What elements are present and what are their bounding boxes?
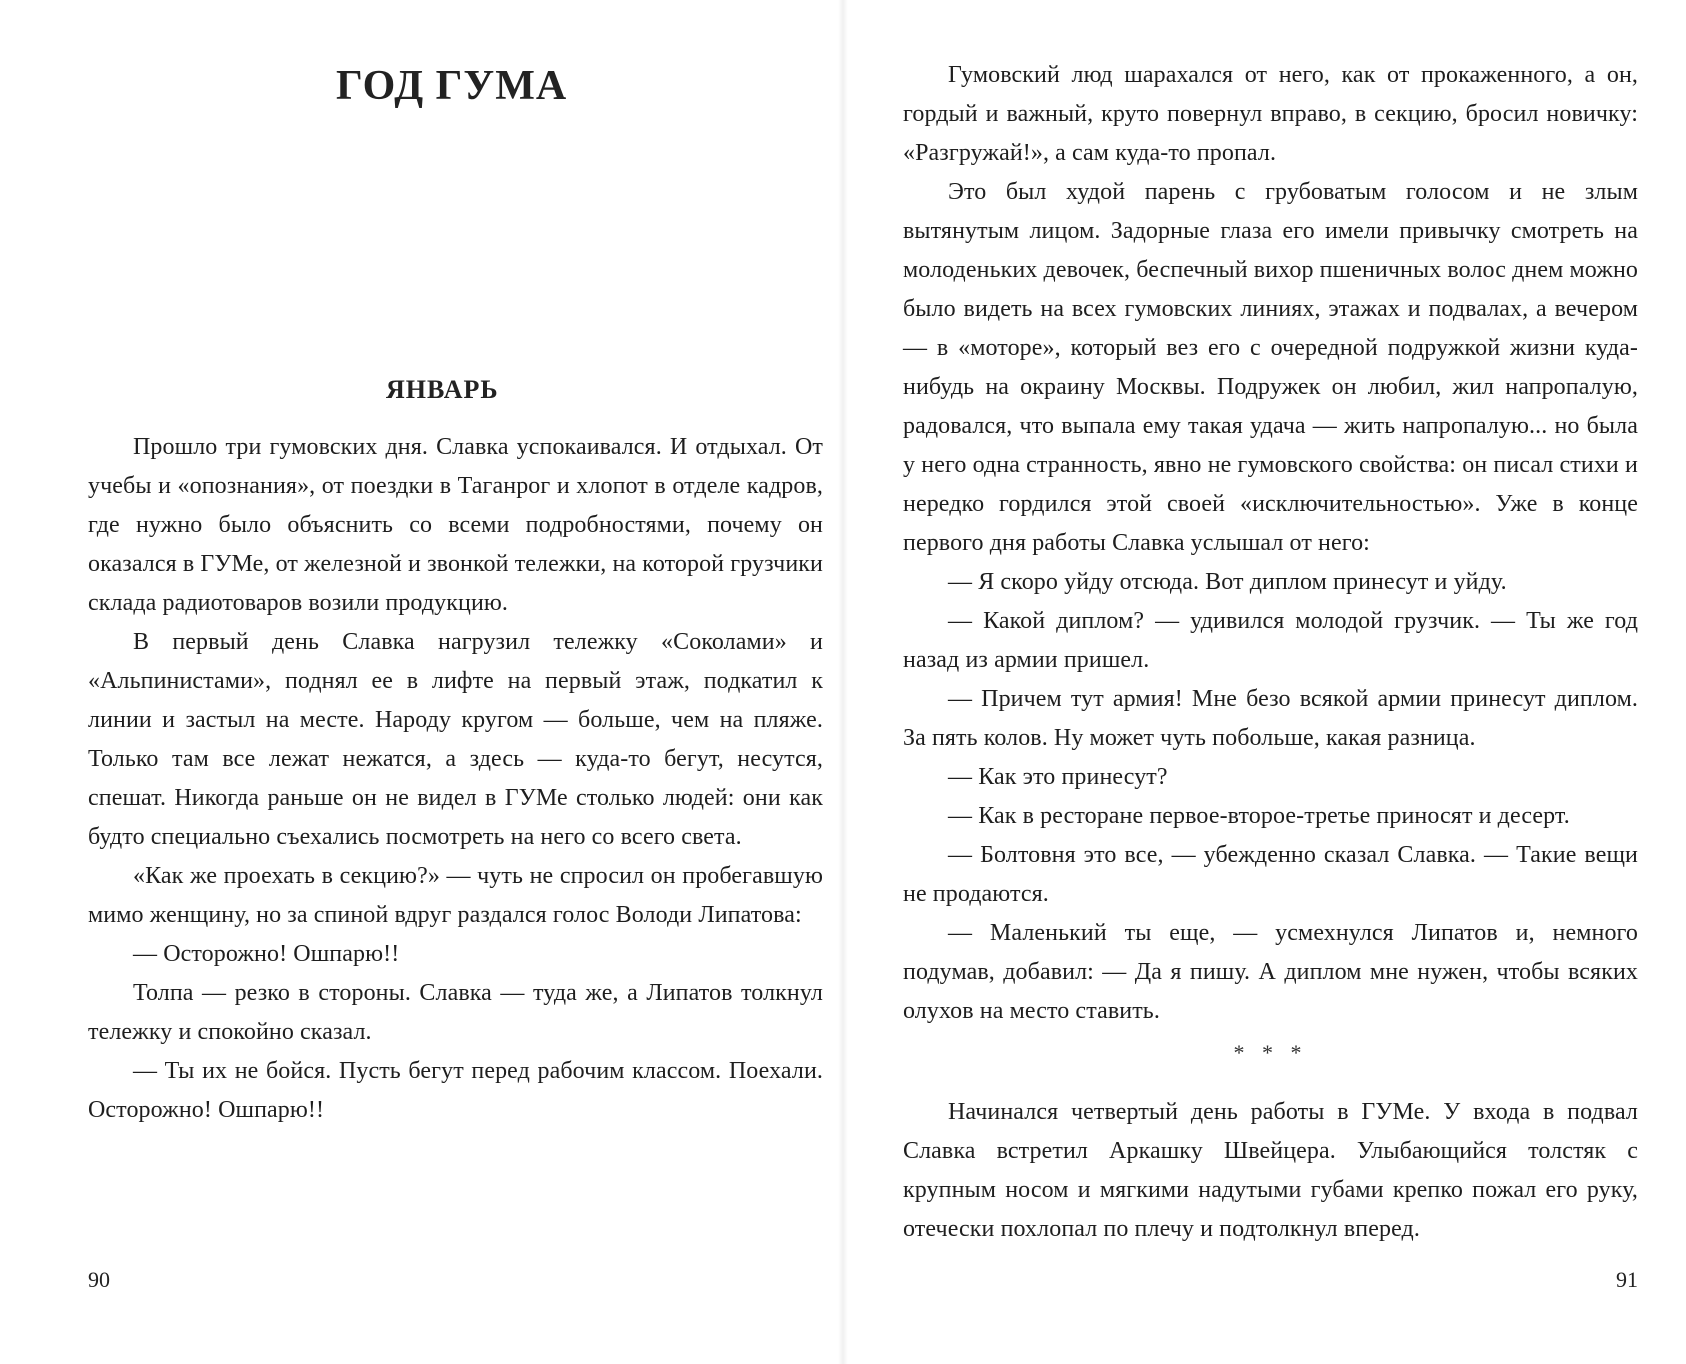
- section-title: ЯНВАРЬ: [386, 375, 499, 404]
- chapter-title: ГОД ГУМА: [336, 63, 568, 109]
- paragraph: — Я скоро уйду отсюда. Вот диплом принесут и уйду.: [948, 569, 1507, 595]
- right-page: [843, 0, 1686, 1364]
- paragraph: — Как это принесут?: [948, 764, 1168, 790]
- paragraph: В первый день Славка нагрузил тележку «Соколами» и «Альпинистами», поднял ее в лифте на первый этаж, подкатил к линии и застыл на месте. Народу кругом — больше, чем на пляже. Только там все лежат нежатся, а здесь — куда-то бегут, несутся, спешат. Никогда раньше он не видел в ГУМе столько людей: они как будто специально съехались посмотреть на него со всего света.: [88, 629, 823, 850]
- paragraph: Прошло три гумовских дня. Славка успокаивался. И отдыхал. От учебы и «опознания», от поездки в Таганрог и хлопот в отделе кадров, где нужно было объяснить со всеми подробностями, почему он оказался в ГУМе, от железной и звонкой тележки, на которой грузчики склада радиотоваров возили продукцию.: [88, 434, 823, 616]
- paragraph: — Какой диплом? — удивился молодой грузчик. — Ты же год назад из армии пришел.: [903, 608, 1638, 673]
- section-separator: * * *: [1233, 1040, 1308, 1065]
- right-page-text-after-separator: [903, 1093, 1638, 1249]
- paragraph: — Осторожно! Ошпарю!!: [133, 941, 400, 967]
- paragraph: Это был худой парень с грубоватым голосом и не злым вытянутым лицом. Задорные глаза его имели привычку смотреть на молоденьких девочек, беспечный вихор пшеничных волос днем можно было видеть на всех гумовских линиях, этажах и подвалах, а вечером — в «моторе», который вез его с очередной подружкой жизни куда-нибудь на окраину Москвы. Подружек он любил, жил напропалую, радовался, что выпала ему такая удача — жить напропалую... но была у него одна странность, явно не гумовского свойства: он писал стихи и нередко гордился этой своей «исключительностью». Уже в конце первого дня работы Славка услышал от него:: [903, 179, 1638, 556]
- paragraph: — Ты их не бойся. Пусть бегут перед рабочим классом. Поехали. Осторожно! Ошпарю!!: [88, 1058, 823, 1123]
- paragraph: Толпа — резко в стороны. Славка — туда же, а Липатов толкнул тележку и спокойно сказал.: [88, 980, 823, 1045]
- paragraph: — Болтовня это все, — убежденно сказал Славка. — Такие вещи не продаются.: [903, 842, 1638, 907]
- paragraph: — Как в ресторане первое-второе-третье приносят и десерт.: [948, 803, 1570, 829]
- paragraph: Начинался четвертый день работы в ГУМе. У входа в подвал Славка встретил Аркашку Швейцера. Улыбающийся толстяк с крупным носом и мягкими надутыми губами крепко пожал его руку, отечески похлопал по плечу и подтолкнул вперед.: [903, 1099, 1638, 1242]
- paragraph: — Причем тут армия! Мне безо всякой армии принесут диплом. За пять колов. Ну может чуть побольше, какая разница.: [903, 686, 1638, 751]
- right-page-text: [903, 56, 1638, 1031]
- page-number-left: 90: [88, 1267, 110, 1292]
- page-number-right: 91: [1616, 1267, 1638, 1292]
- paragraph: Гумовский люд шарахался от него, как от прокаженного, а он, гордый и важный, круто повернул вправо, в секцию, бросил новичку: «Разгружай!», а сам куда-то пропал.: [903, 62, 1638, 166]
- left-page-text: [88, 428, 823, 1130]
- paragraph: «Как же проехать в секцию?» — чуть не спросил он пробегавшую мимо женщину, но за спиной вдруг раздался голос Володи Липатова:: [88, 863, 823, 928]
- paragraph: — Маленький ты еще, — усмехнулся Липатов и, немного подумав, добавил: — Да я пишу. А диплом мне нужен, чтобы всяких олухов на место ставить.: [903, 920, 1638, 1024]
